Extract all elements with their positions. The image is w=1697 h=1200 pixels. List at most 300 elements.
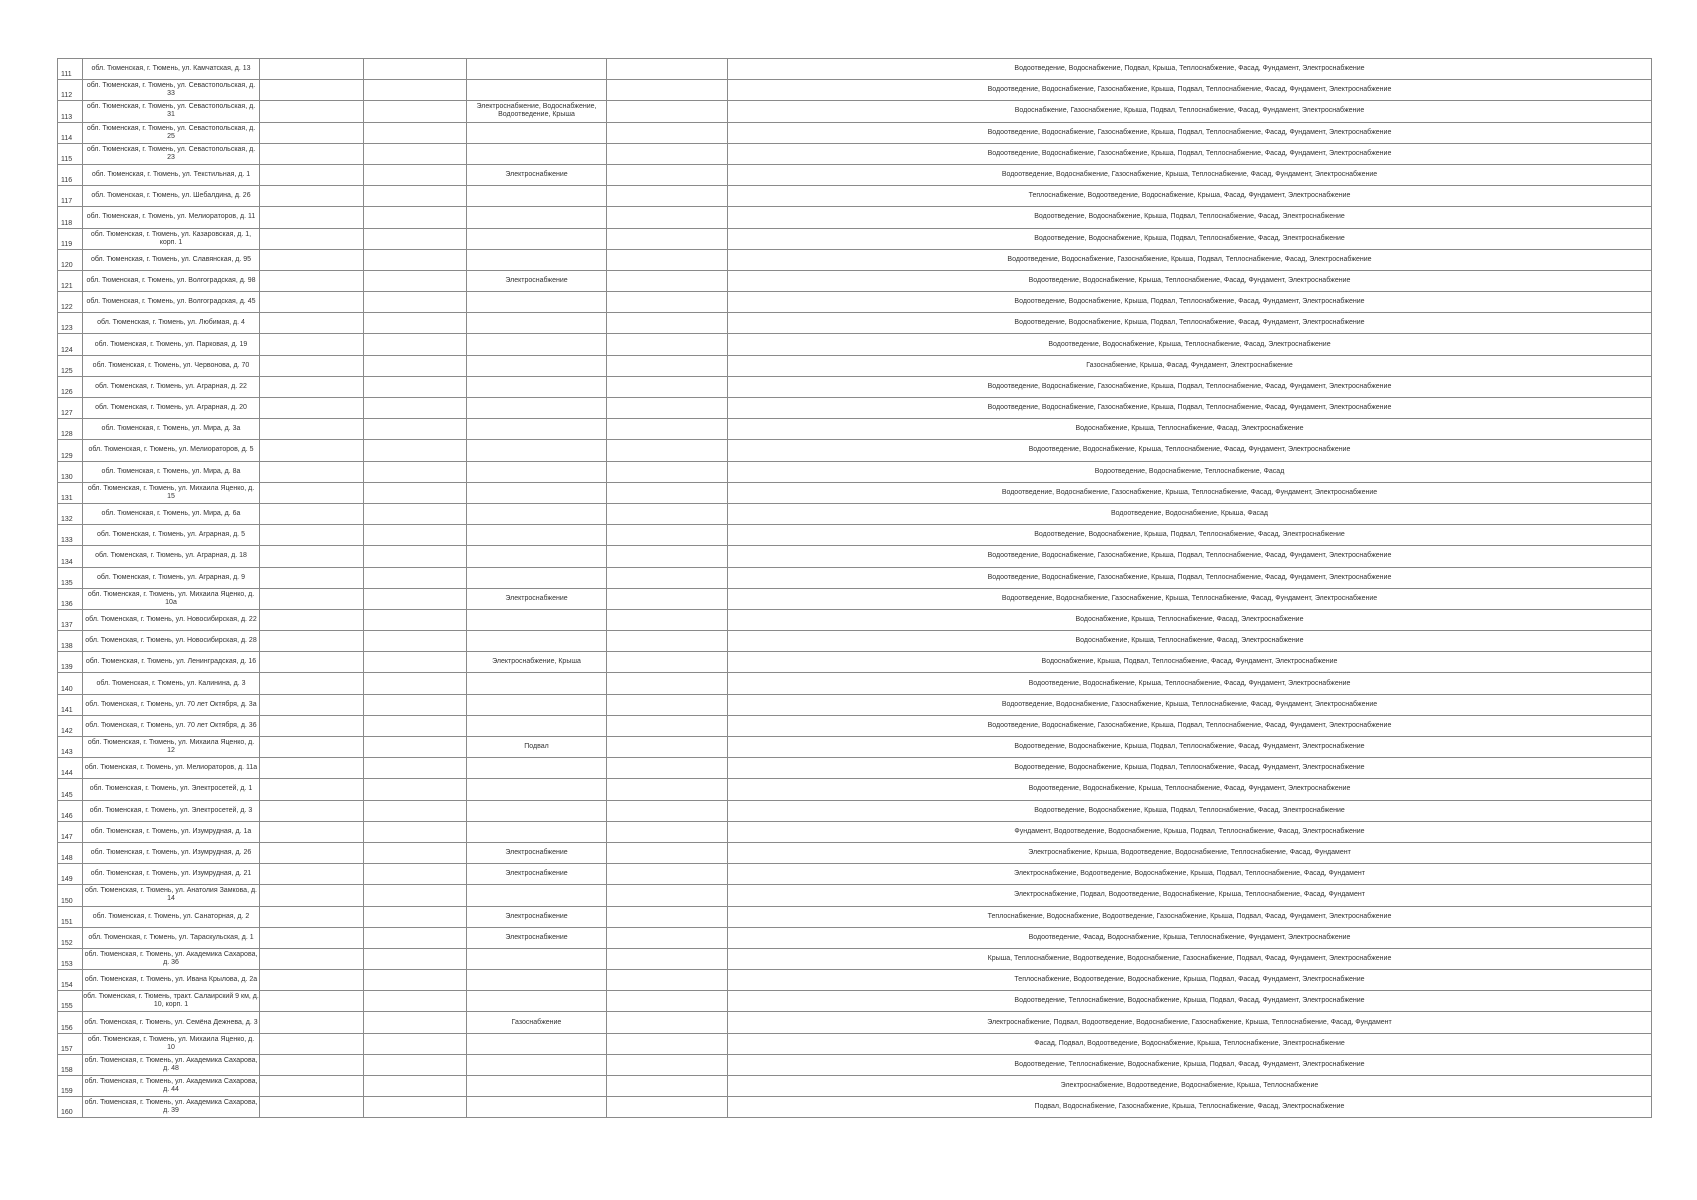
row-blank-cell xyxy=(260,59,364,80)
row-address: обл. Тюменская, г. Тюмень, ул. Севастопольская, д. 33 xyxy=(83,80,260,101)
row-blank-cell xyxy=(364,525,467,546)
row-blank-cell xyxy=(607,715,728,736)
row-blank-cell xyxy=(607,821,728,842)
row-blank-cell xyxy=(607,461,728,482)
row-works-list: Водоотведение, Водоснабжение, Газоснабжение, Крыша, Теплоснабжение, Фасад, Фундамент, Электроснабжение xyxy=(728,482,1652,503)
row-blank-cell xyxy=(364,1097,467,1118)
row-blank-cell xyxy=(364,228,467,249)
row-number xyxy=(58,164,83,185)
table-row xyxy=(58,398,1652,419)
row-works-list: Водоотведение, Водоснабжение, Крыша, Подвал, Теплоснабжение, Фасад, Электроснабжение xyxy=(728,525,1652,546)
table-row xyxy=(58,525,1652,546)
row-number-text: 132 xyxy=(61,516,73,524)
row-number-text: 135 xyxy=(61,579,73,587)
table-row xyxy=(58,715,1652,736)
row-planned-works: Электроснабжение xyxy=(467,906,607,927)
row-blank-cell xyxy=(364,927,467,948)
row-number-text: 145 xyxy=(61,791,73,799)
row-works-list: Крыша, Теплоснабжение, Водоотведение, Водоснабжение, Газоснабжение, Подвал, Фасад, Фундамент, Электроснабжение xyxy=(728,948,1652,969)
row-works-list: Водоотведение, Водоснабжение, Газоснабжение, Крыша, Подвал, Теплоснабжение, Фасад, Фундамент, Электроснабжение xyxy=(728,715,1652,736)
row-blank-cell xyxy=(607,800,728,821)
row-address: обл. Тюменская, г. Тюмень, ул. Червонова, д. 70 xyxy=(83,355,260,376)
row-blank-cell xyxy=(260,821,364,842)
row-planned-works xyxy=(467,334,607,355)
row-works-list: Водоотведение, Водоснабжение, Крыша, Теплоснабжение, Фасад, Фундамент, Электроснабжение xyxy=(728,673,1652,694)
row-address: обл. Тюменская, г. Тюмень, ул. Академика Сахарова, д. 36 xyxy=(83,948,260,969)
row-planned-works xyxy=(467,948,607,969)
row-number-text: 142 xyxy=(61,728,73,735)
row-blank-cell xyxy=(364,631,467,652)
row-address: обл. Тюменская, г. Тюмень, ул. Мелиораторов, д. 11а xyxy=(83,758,260,779)
row-blank-cell xyxy=(364,355,467,376)
row-blank-cell xyxy=(260,80,364,101)
row-blank-cell xyxy=(260,398,364,419)
row-number-text: 133 xyxy=(61,537,73,545)
row-blank-cell xyxy=(607,694,728,715)
row-works-list: Водоснабжение, Газоснабжение, Крыша, Подвал, Теплоснабжение, Фасад, Фундамент, Электроснабжение xyxy=(728,101,1652,122)
row-works-list: Электроснабжение, Подвал, Водоотведение, Водоснабжение, Крыша, Теплоснабжение, Фасад, Фундамент xyxy=(728,885,1652,906)
row-works-list: Электроснабжение, Водоотведение, Водоснабжение, Крыша, Подвал, Теплоснабжение, Фасад, Фундамент xyxy=(728,864,1652,885)
row-number-text: 118 xyxy=(61,219,73,227)
row-blank-cell xyxy=(607,101,728,122)
row-address: обл. Тюменская, г. Тюмень, ул. Волгоградская, д. 98 xyxy=(83,270,260,291)
row-address: обл. Тюменская, г. Тюмень, ул. Мелиораторов, д. 11 xyxy=(83,207,260,228)
row-number-text: 121 xyxy=(61,283,73,291)
row-works-list: Водоотведение, Водоснабжение, Газоснабжение, Крыша, Подвал, Теплоснабжение, Фасад, Фундамент, Электроснабжение xyxy=(728,398,1652,419)
row-blank-cell xyxy=(260,482,364,503)
row-works-list: Водоснабжение, Крыша, Теплоснабжение, Фасад, Электроснабжение xyxy=(728,419,1652,440)
row-blank-cell xyxy=(260,1054,364,1075)
row-blank-cell xyxy=(260,122,364,143)
row-blank-cell xyxy=(364,609,467,630)
row-blank-cell xyxy=(260,207,364,228)
row-blank-cell xyxy=(260,737,364,758)
row-blank-cell xyxy=(260,1076,364,1097)
row-number-text: 156 xyxy=(61,1024,73,1032)
row-number xyxy=(58,122,83,143)
row-number xyxy=(58,970,83,991)
row-works-list: Водоотведение, Водоснабжение, Крыша, Подвал, Теплоснабжение, Фасад, Фундамент, Электроснабжение xyxy=(728,758,1652,779)
row-blank-cell xyxy=(260,991,364,1012)
row-blank-cell xyxy=(607,758,728,779)
row-blank-cell xyxy=(364,842,467,863)
row-planned-works xyxy=(467,376,607,397)
row-works-list: Водоотведение, Водоснабжение, Крыша, Теплоснабжение, Фасад, Фундамент, Электроснабжение xyxy=(728,270,1652,291)
row-planned-works xyxy=(467,249,607,270)
row-works-list: Водоотведение, Водоснабжение, Крыша, Подвал, Теплоснабжение, Фасад, Электроснабжение xyxy=(728,228,1652,249)
row-blank-cell xyxy=(607,292,728,313)
row-number xyxy=(58,885,83,906)
row-address: обл. Тюменская, г. Тюмень, ул. Севастопольская, д. 23 xyxy=(83,143,260,164)
row-address: обл. Тюменская, г. Тюмень, ул. Изумрудная, д. 21 xyxy=(83,864,260,885)
table-row xyxy=(58,101,1652,122)
row-blank-cell xyxy=(364,440,467,461)
row-blank-cell xyxy=(260,164,364,185)
row-planned-works xyxy=(467,122,607,143)
row-blank-cell xyxy=(607,842,728,863)
row-blank-cell xyxy=(607,249,728,270)
table-row xyxy=(58,1076,1652,1097)
row-number xyxy=(58,101,83,122)
row-number-text: 155 xyxy=(61,1003,73,1011)
row-blank-cell xyxy=(364,398,467,419)
row-address: обл. Тюменская, г. Тюмень, ул. Мира, д. 3а xyxy=(83,419,260,440)
row-number xyxy=(58,800,83,821)
row-works-list: Водоотведение, Водоснабжение, Газоснабжение, Крыша, Подвал, Теплоснабжение, Фасад, Фундамент, Электроснабжение xyxy=(728,143,1652,164)
table-row xyxy=(58,821,1652,842)
row-planned-works xyxy=(467,800,607,821)
row-blank-cell xyxy=(607,588,728,609)
row-blank-cell xyxy=(364,758,467,779)
row-blank-cell xyxy=(364,991,467,1012)
row-blank-cell xyxy=(607,207,728,228)
table-row xyxy=(58,419,1652,440)
row-planned-works: Электроснабжение, Крыша xyxy=(467,652,607,673)
row-works-list: Водоотведение, Водоснабжение, Крыша, Подвал, Теплоснабжение, Фасад, Фундамент, Электроснабжение xyxy=(728,292,1652,313)
row-blank-cell xyxy=(260,355,364,376)
row-address: обл. Тюменская, г. Тюмень, ул. Севастопольская, д. 31 xyxy=(83,101,260,122)
row-number-text: 125 xyxy=(61,367,73,375)
row-planned-works xyxy=(467,398,607,419)
row-blank-cell xyxy=(607,122,728,143)
row-blank-cell xyxy=(607,1012,728,1033)
row-blank-cell xyxy=(364,1054,467,1075)
row-number-text: 112 xyxy=(61,92,73,100)
row-blank-cell xyxy=(260,1012,364,1033)
register-table xyxy=(57,58,1652,1118)
row-blank-cell xyxy=(364,80,467,101)
row-number-text: 120 xyxy=(61,261,73,269)
row-address: обл. Тюменская, г. Тюмень, ул. Текстильная, д. 1 xyxy=(83,164,260,185)
row-blank-cell xyxy=(607,334,728,355)
row-blank-cell xyxy=(260,440,364,461)
row-address: обл. Тюменская, г. Тюмень, ул. Славянская, д. 95 xyxy=(83,249,260,270)
row-blank-cell xyxy=(260,758,364,779)
row-number xyxy=(58,694,83,715)
row-blank-cell xyxy=(260,715,364,736)
row-works-list: Водоотведение, Водоснабжение, Газоснабжение, Крыша, Подвал, Теплоснабжение, Фасад, Фундамент, Электроснабжение xyxy=(728,546,1652,567)
row-blank-cell xyxy=(607,779,728,800)
row-number xyxy=(58,1054,83,1075)
row-number-text: 127 xyxy=(61,410,73,418)
row-planned-works xyxy=(467,207,607,228)
row-works-list: Теплоснабжение, Водоснабжение, Водоотведение, Газоснабжение, Крыша, Подвал, Фасад, Фундамент, Электроснабжение xyxy=(728,906,1652,927)
row-number xyxy=(58,80,83,101)
row-blank-cell xyxy=(607,313,728,334)
row-blank-cell xyxy=(607,652,728,673)
table-row xyxy=(58,164,1652,185)
row-address: обл. Тюменская, г. Тюмень, ул. Изумрудная, д. 26 xyxy=(83,842,260,863)
table-row xyxy=(58,609,1652,630)
row-planned-works: Электроснабжение xyxy=(467,842,607,863)
row-number-text: 113 xyxy=(61,113,73,121)
row-blank-cell xyxy=(607,970,728,991)
row-address: обл. Тюменская, г. Тюмень, ул. Академика Сахарова, д. 39 xyxy=(83,1097,260,1118)
row-blank-cell xyxy=(260,779,364,800)
table-row xyxy=(58,334,1652,355)
row-number xyxy=(58,376,83,397)
row-works-list: Водоотведение, Фасад, Водоснабжение, Крыша, Теплоснабжение, Фундамент, Электроснабжение xyxy=(728,927,1652,948)
row-blank-cell xyxy=(607,991,728,1012)
table-row xyxy=(58,694,1652,715)
row-blank-cell xyxy=(607,164,728,185)
row-blank-cell xyxy=(364,673,467,694)
row-blank-cell xyxy=(607,59,728,80)
row-blank-cell xyxy=(607,609,728,630)
table-row xyxy=(58,143,1652,164)
row-number-text: 157 xyxy=(61,1045,73,1053)
row-number-text: 144 xyxy=(61,770,73,778)
row-blank-cell xyxy=(364,313,467,334)
row-works-list: Водоотведение, Водоснабжение, Крыша, Подвал, Теплоснабжение, Фасад, Электроснабжение xyxy=(728,800,1652,821)
row-works-list: Водоотведение, Водоснабжение, Крыша, Подвал, Теплоснабжение, Фасад, Фундамент, Электроснабжение xyxy=(728,737,1652,758)
row-works-list: Водоснабжение, Крыша, Теплоснабжение, Фасад, Электроснабжение xyxy=(728,631,1652,652)
row-blank-cell xyxy=(364,652,467,673)
row-number xyxy=(58,461,83,482)
row-address: обл. Тюменская, г. Тюмень, ул. Михаила Яценко, д. 10 xyxy=(83,1033,260,1054)
row-works-list: Водоотведение, Водоснабжение, Крыша, Теплоснабжение, Фасад, Электроснабжение xyxy=(728,334,1652,355)
table-row xyxy=(58,588,1652,609)
row-blank-cell xyxy=(364,461,467,482)
row-planned-works xyxy=(467,143,607,164)
table-row xyxy=(58,885,1652,906)
row-blank-cell xyxy=(260,652,364,673)
row-address: обл. Тюменская, г. Тюмень, ул. Аграрная, д. 20 xyxy=(83,398,260,419)
row-blank-cell xyxy=(364,567,467,588)
row-blank-cell xyxy=(607,525,728,546)
row-address: обл. Тюменская, г. Тюмень, ул. 70 лет Октября, д. 3а xyxy=(83,694,260,715)
row-number xyxy=(58,715,83,736)
row-planned-works xyxy=(467,609,607,630)
row-address: обл. Тюменская, г. Тюмень, ул. Мелиораторов, д. 5 xyxy=(83,440,260,461)
row-number-text: 149 xyxy=(61,876,73,884)
row-number-text: 158 xyxy=(61,1067,73,1074)
row-blank-cell xyxy=(607,864,728,885)
row-number xyxy=(58,207,83,228)
row-works-list: Водоотведение, Водоснабжение, Крыша, Теплоснабжение, Фасад, Фундамент, Электроснабжение xyxy=(728,779,1652,800)
table-row xyxy=(58,864,1652,885)
row-number xyxy=(58,673,83,694)
row-blank-cell xyxy=(607,398,728,419)
row-blank-cell xyxy=(607,270,728,291)
row-blank-cell xyxy=(364,588,467,609)
row-address: обл. Тюменская, г. Тюмень, ул. Аграрная, д. 18 xyxy=(83,546,260,567)
row-blank-cell xyxy=(260,927,364,948)
row-works-list: Водоотведение, Водоснабжение, Газоснабжение, Крыша, Теплоснабжение, Фасад, Фундамент, Электроснабжение xyxy=(728,694,1652,715)
row-number xyxy=(58,249,83,270)
row-address: обл. Тюменская, г. Тюмень, ул. Академика Сахарова, д. 48 xyxy=(83,1054,260,1075)
row-number-text: 130 xyxy=(61,473,73,481)
row-works-list: Теплоснабжение, Водоотведение, Водоснабжение, Крыша, Подвал, Фасад, Фундамент, Электроснабжение xyxy=(728,970,1652,991)
row-planned-works xyxy=(467,567,607,588)
row-blank-cell xyxy=(364,1076,467,1097)
row-blank-cell xyxy=(260,609,364,630)
row-blank-cell xyxy=(364,482,467,503)
row-number xyxy=(58,609,83,630)
row-address: обл. Тюменская, г. Тюмень, ул. Аграрная, д. 5 xyxy=(83,525,260,546)
row-number-text: 148 xyxy=(61,855,73,863)
row-works-list: Водоотведение, Водоснабжение, Газоснабжение, Крыша, Подвал, Теплоснабжение, Фасад, Фундамент, Электроснабжение xyxy=(728,122,1652,143)
row-blank-cell xyxy=(364,101,467,122)
row-planned-works xyxy=(467,885,607,906)
row-blank-cell xyxy=(364,122,467,143)
row-blank-cell xyxy=(364,249,467,270)
row-blank-cell xyxy=(364,1033,467,1054)
row-number-text: 129 xyxy=(61,452,73,460)
row-planned-works xyxy=(467,440,607,461)
row-number xyxy=(58,1097,83,1118)
table-body xyxy=(58,59,1652,1118)
row-works-list: Водоотведение, Водоснабжение, Крыша, Теплоснабжение, Фасад, Фундамент, Электроснабжение xyxy=(728,440,1652,461)
row-planned-works xyxy=(467,228,607,249)
row-address: обл. Тюменская, г. Тюмень, ул. Аграрная, д. 9 xyxy=(83,567,260,588)
row-number-text: 137 xyxy=(61,622,73,630)
row-blank-cell xyxy=(607,80,728,101)
row-works-list: Водоотведение, Водоснабжение, Газоснабжение, Крыша, Подвал, Теплоснабжение, Фасад, Электроснабжение xyxy=(728,249,1652,270)
row-blank-cell xyxy=(607,885,728,906)
row-address: обл. Тюменская, г. Тюмень, ул. Ивана Крылова, д. 2а xyxy=(83,970,260,991)
table-row xyxy=(58,800,1652,821)
row-works-list: Водоотведение, Водоснабжение, Газоснабжение, Крыша, Теплоснабжение, Фасад, Фундамент, Электроснабжение xyxy=(728,164,1652,185)
row-number-text: 160 xyxy=(61,1109,73,1117)
row-planned-works xyxy=(467,758,607,779)
table-row xyxy=(58,1012,1652,1033)
row-number xyxy=(58,1033,83,1054)
row-address: обл. Тюменская, г. Тюмень, ул. Камчатская, д. 13 xyxy=(83,59,260,80)
table-row xyxy=(58,80,1652,101)
row-blank-cell xyxy=(364,737,467,758)
row-blank-cell xyxy=(260,864,364,885)
row-blank-cell xyxy=(364,207,467,228)
row-number xyxy=(58,419,83,440)
row-number-text: 153 xyxy=(61,961,73,969)
row-works-list: Водоотведение, Водоснабжение, Крыша, Фасад xyxy=(728,503,1652,524)
table-row xyxy=(58,270,1652,291)
row-planned-works xyxy=(467,715,607,736)
row-planned-works xyxy=(467,482,607,503)
row-blank-cell xyxy=(364,715,467,736)
row-address: обл. Тюменская, г. Тюмень, ул. Новосибирская, д. 22 xyxy=(83,609,260,630)
row-blank-cell xyxy=(260,376,364,397)
row-planned-works: Электроснабжение xyxy=(467,270,607,291)
row-planned-works xyxy=(467,355,607,376)
row-address: обл. Тюменская, г. Тюмень, ул. Михаила Яценко, д. 15 xyxy=(83,482,260,503)
row-planned-works xyxy=(467,461,607,482)
row-works-list: Водоотведение, Водоснабжение, Крыша, Подвал, Теплоснабжение, Фасад, Фундамент, Электроснабжение xyxy=(728,313,1652,334)
row-blank-cell xyxy=(260,588,364,609)
table-row xyxy=(58,440,1652,461)
row-number xyxy=(58,482,83,503)
table-row xyxy=(58,927,1652,948)
row-planned-works: Электроснабжение xyxy=(467,864,607,885)
row-number-text: 141 xyxy=(61,706,73,714)
table-row xyxy=(58,186,1652,207)
row-blank-cell xyxy=(260,800,364,821)
row-address: обл. Тюменская, г. Тюмень, ул. Аграрная, д. 22 xyxy=(83,376,260,397)
row-blank-cell xyxy=(260,842,364,863)
row-blank-cell xyxy=(260,228,364,249)
row-address: обл. Тюменская, г. Тюмень, ул. Семёна Дежнева, д. 3 xyxy=(83,1012,260,1033)
table-row xyxy=(58,355,1652,376)
row-planned-works xyxy=(467,292,607,313)
row-works-list: Фасад, Подвал, Водоотведение, Водоснабжение, Крыша, Теплоснабжение, Электроснабжение xyxy=(728,1033,1652,1054)
row-blank-cell xyxy=(607,567,728,588)
table-row xyxy=(58,249,1652,270)
row-blank-cell xyxy=(607,673,728,694)
row-number-text: 136 xyxy=(61,600,73,608)
row-number-text: 159 xyxy=(61,1088,73,1096)
row-number-text: 143 xyxy=(61,749,73,757)
row-blank-cell xyxy=(260,334,364,355)
row-blank-cell xyxy=(364,948,467,969)
row-number xyxy=(58,292,83,313)
row-address: обл. Тюменская, г. Тюмень, тракт. Салаирский 9 км, д. 10, корп. 1 xyxy=(83,991,260,1012)
row-number-text: 126 xyxy=(61,389,73,396)
row-blank-cell xyxy=(607,186,728,207)
row-number-text: 152 xyxy=(61,939,73,947)
row-address: обл. Тюменская, г. Тюмень, ул. Тараскульская, д. 1 xyxy=(83,927,260,948)
table-row xyxy=(58,1033,1652,1054)
row-blank-cell xyxy=(260,313,364,334)
row-planned-works xyxy=(467,546,607,567)
row-blank-cell xyxy=(364,864,467,885)
table-row xyxy=(58,122,1652,143)
row-number xyxy=(58,270,83,291)
row-works-list: Водоотведение, Водоснабжение, Газоснабжение, Крыша, Подвал, Теплоснабжение, Фасад, Фундамент, Электроснабжение xyxy=(728,376,1652,397)
row-number xyxy=(58,864,83,885)
table-row xyxy=(58,970,1652,991)
row-blank-cell xyxy=(364,779,467,800)
row-works-list: Электроснабжение, Подвал, Водоотведение, Водоснабжение, Газоснабжение, Крыша, Теплоснабжение, Фасад, Фундамент xyxy=(728,1012,1652,1033)
row-works-list: Водоотведение, Теплоснабжение, Водоснабжение, Крыша, Подвал, Фасад, Фундамент, Электроснабжение xyxy=(728,1054,1652,1075)
row-planned-works xyxy=(467,991,607,1012)
row-planned-works xyxy=(467,313,607,334)
row-address: обл. Тюменская, г. Тюмень, ул. Новосибирская, д. 28 xyxy=(83,631,260,652)
row-address: обл. Тюменская, г. Тюмень, ул. Мира, д. 8а xyxy=(83,461,260,482)
row-address: обл. Тюменская, г. Тюмень, ул. Михаила Яценко, д. 10а xyxy=(83,588,260,609)
row-blank-cell xyxy=(364,800,467,821)
row-blank-cell xyxy=(364,1012,467,1033)
row-blank-cell xyxy=(607,1097,728,1118)
row-planned-works xyxy=(467,673,607,694)
row-planned-works xyxy=(467,1033,607,1054)
row-blank-cell xyxy=(260,525,364,546)
row-number xyxy=(58,313,83,334)
row-address: обл. Тюменская, г. Тюмень, ул. Изумрудная, д. 1а xyxy=(83,821,260,842)
row-number xyxy=(58,737,83,758)
row-planned-works xyxy=(467,631,607,652)
row-blank-cell xyxy=(607,1076,728,1097)
row-blank-cell xyxy=(364,885,467,906)
row-blank-cell xyxy=(607,631,728,652)
row-number-text: 124 xyxy=(61,346,73,354)
table-row xyxy=(58,1097,1652,1118)
table-row xyxy=(58,991,1652,1012)
row-blank-cell xyxy=(607,143,728,164)
row-number-text: 122 xyxy=(61,304,73,312)
row-address: обл. Тюменская, г. Тюмень, ул. Санаторная, д. 2 xyxy=(83,906,260,927)
row-works-list: Водоотведение, Водоснабжение, Газоснабжение, Крыша, Теплоснабжение, Фасад, Фундамент, Электроснабжение xyxy=(728,588,1652,609)
row-works-list: Теплоснабжение, Водоотведение, Водоснабжение, Крыша, Фасад, Фундамент, Электроснабжение xyxy=(728,186,1652,207)
row-blank-cell xyxy=(364,694,467,715)
row-blank-cell xyxy=(260,249,364,270)
table-row xyxy=(58,482,1652,503)
row-blank-cell xyxy=(260,970,364,991)
row-works-list: Фундамент, Водоотведение, Водоснабжение, Крыша, Подвал, Теплоснабжение, Фасад, Электроснабжение xyxy=(728,821,1652,842)
row-number xyxy=(58,143,83,164)
row-blank-cell xyxy=(260,143,364,164)
row-blank-cell xyxy=(607,440,728,461)
